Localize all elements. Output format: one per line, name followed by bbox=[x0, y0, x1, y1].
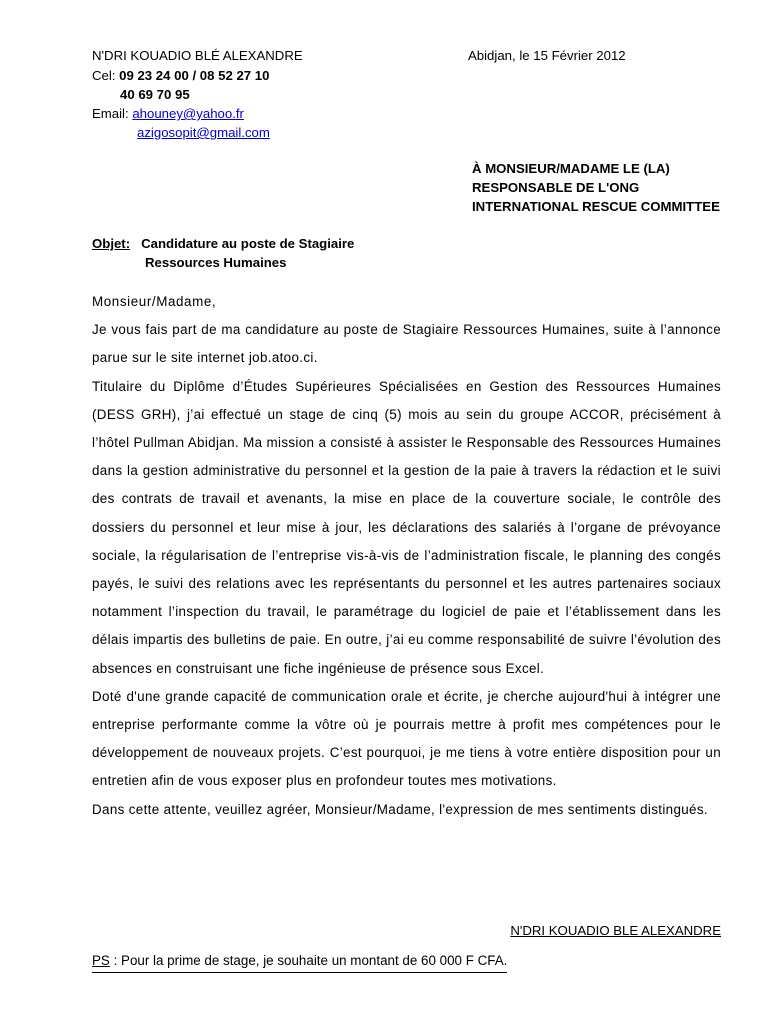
ps-label: PS bbox=[92, 953, 110, 968]
subject-line bbox=[92, 234, 354, 253]
body-paragraph-4: Dans cette attente, veuillez agréer, Monsieur/Madame, l'expression de mes sentiments distingués. bbox=[92, 801, 708, 817]
cel-label: Cel: bbox=[92, 68, 120, 83]
sender-email-line bbox=[92, 104, 244, 123]
letter-date: Abidjan, le 15 Février 2012 bbox=[468, 48, 626, 63]
body-paragraph-3: Doté d'une grande capacité de communication orale et écrite, je cherche aujourd'hui à intégrer une entreprise performante comme la vôtre où je pourrais mettre à profit mes compétences pour le développement de nouveaux projets. C’est pourquoi, je me tiens à votre entière disposition pour un entretien afin de vous exposer plus en profondeur toutes mes motivations. bbox=[92, 688, 721, 789]
greeting: Monsieur/Madame, bbox=[92, 294, 217, 309]
recipient-line-1: À MONSIEUR/MADAME LE (LA) bbox=[472, 161, 670, 176]
sender-name: N'DRI KOUADIO BLÉ ALEXANDRE bbox=[92, 48, 303, 63]
recipient-line-2: RESPONSABLE DE L'ONG bbox=[472, 180, 640, 195]
email-link-1[interactable]: ahouney@yahoo.fr bbox=[132, 106, 244, 121]
subject-text-1: Candidature au poste de Stagiaire bbox=[141, 236, 355, 251]
recipient-line-3: INTERNATIONAL RESCUE COMMITTEE bbox=[472, 199, 720, 214]
phone-separator: / bbox=[188, 68, 200, 83]
ps-text: : Pour la prime de stage, je souhaite un montant de 60 000 F CFA. bbox=[109, 953, 508, 968]
body-paragraph-1: Je vous fais part de ma candidature au poste de Stagiaire Ressources Humaines, suite à l’annonce parue sur le site internet job.atoo.ci. bbox=[92, 322, 721, 366]
sender-phone-line bbox=[92, 66, 269, 85]
letter-body bbox=[92, 288, 721, 824]
email-label: Email: bbox=[92, 106, 133, 121]
recipient-block bbox=[472, 159, 720, 216]
email-link-2[interactable]: azigosopit@gmail.com bbox=[137, 125, 270, 140]
subject-label: Objet: bbox=[92, 236, 131, 251]
body-paragraph-2: Titulaire du Diplôme d’Études Supérieures Spécialisées en Gestion des Ressources Humaines (DESS GRH), j’ai effectué un stage de cinq (5) mois au sein du groupe ACCOR, précisément à l’hôtel Pullman Abidjan. Ma mission a consisté à assister le Responsable des Ressources Humaines dans la gestion administrative du personnel et la gestion de la paie à travers la rédaction et le suivi des contrats de travail et avenants, la mise en place de la couverture sociale, le contrôle des dossiers du personnel et leur mise à jour, les déclarations des salariés à l’organe de prévoyance sociale, la régularisation de l’entreprise vis-à-vis de l’administration fiscale, le planning des congés payés, le suivi des relations avec les représentants du personnel et les autres partenaires sociaux notamment l’inspection du travail, le paramétrage du logiciel de paie et l’établissement dans les délais impartis des bulletins de paie. En outre, j’ai eu comme responsabilité de suivre l’évolution des absences en construisant une fiche ingénieuse de présence sous Excel. bbox=[92, 378, 721, 676]
subject-text-2: Ressources Humaines bbox=[145, 255, 287, 270]
phone-number-2: 08 52 27 10 bbox=[199, 68, 270, 83]
postscript bbox=[92, 951, 507, 973]
phone-number-1: 09 23 24 00 bbox=[119, 68, 189, 83]
signature: N'DRI KOUADIO BLE ALEXANDRE bbox=[510, 923, 721, 938]
phone-number-3: 40 69 70 95 bbox=[120, 87, 190, 102]
